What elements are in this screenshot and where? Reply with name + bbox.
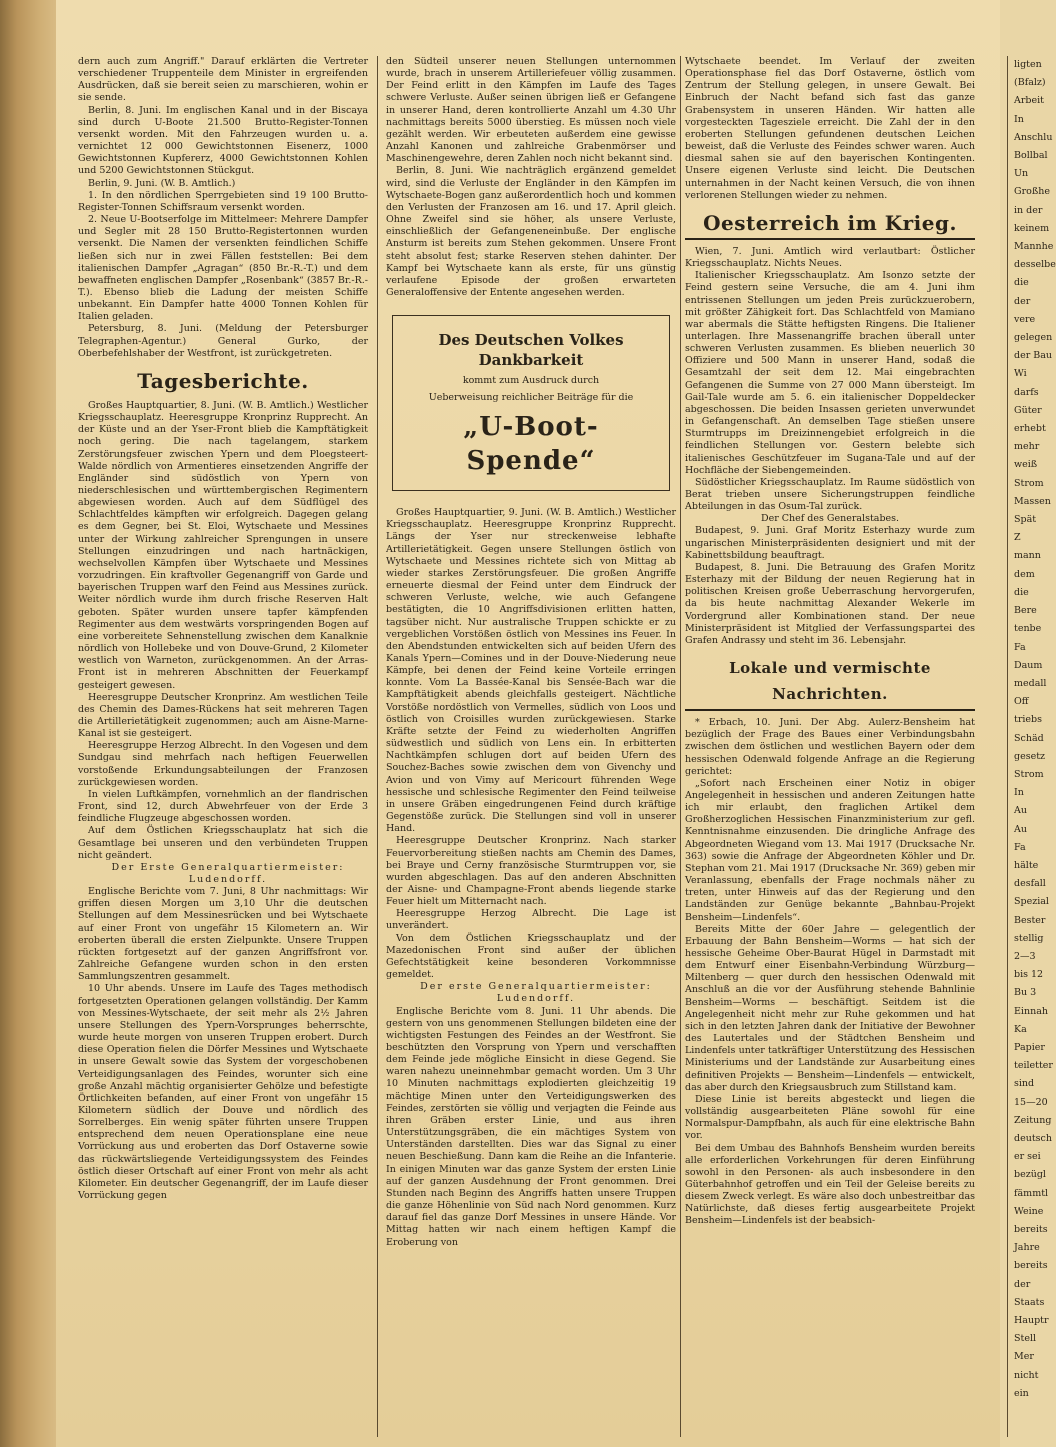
- signature-title: Der erste Generalquartiermeister:: [420, 981, 652, 993]
- fragment-line: medall: [1014, 677, 1047, 689]
- heading-austria: Oesterreich im Krieg.: [685, 210, 975, 240]
- signature-title: Der Chef des Generalstabes.: [760, 513, 900, 525]
- paragraph: Englische Berichte vom 8. Juni. 11 Uhr abends. Die gestern von uns genommenen Stellungen bildeten eine der wichtigsten Festungen des Feindes an der Westfront. Sie beschützten den Vorsprung von Ypern und verschafften dem Feinde jede mögliche Einsicht in diese Gegend. Sie waren nahezu uneinnehmbar gemacht worden. Um 3 Uhr 10 Minuten nachmittags explodierten gleichzeitig 19 mächtige Minen unter den Verteidigungswerken des Feindes, zerstörten sie völlig und verjagten die Feinde aus ihren Gräben erster Linie, und aus ihren Unterstützungsgräben, die ein mächtiges System von Unterständen darstellten. Dies war das Signal zu einer neuen Beschießung. Dann kam die Reihe an die Infanterie. In einigen Minuten war das ganze System der ersten Linie auf der ganzen Ausdehnung der Front genommen. Drei Stunden nach Beginn des Angriffs hatten unsere Truppen die ganze Höhenlinie von Süd nach Nord genommen. Kurz darauf fiel das ganze Dorf Messines in unsere Hände. Vor Mittag hatten wir nach einem heftigen Kampf die Eroberung von: [386, 1005, 676, 1248]
- ad-subline-2: Ueberweisung reichlicher Beiträge für die: [428, 392, 634, 404]
- column-3: [685, 56, 975, 1437]
- fragment-line: tenbe: [1014, 623, 1042, 635]
- fragment-line: Bu 3: [1014, 987, 1037, 999]
- column-2: [386, 56, 676, 1437]
- fragment-line: bis 12: [1014, 969, 1044, 981]
- paragraph: Wytschaete beendet. Im Verlauf der zweiten Operationsphase fiel das Dorf Ostaverne, östlich vom Zentrum der Stellung gelegen, in unsere Gewalt. Bei Einbruch der Nacht befand sich fast das ganze Grabensystem in unseren Händen. Wir hatten alle vorgesteckten Tagesziele erreicht. Die Zahl der in den eroberten Stellungen gefundenen deutschen Leichen beweist, daß die Verluste des Feindes schwer waren. Auch diesmal sahen sie auf den bayerischen Kontingenten. Unsere eigenen Verluste sind leicht. Die Deutschen unternahmen in der Nacht keinen Versuch, die von ihnen verlorenen Stellungen wieder zu nehmen.: [685, 56, 975, 201]
- fragment-line: Mannhe: [1014, 241, 1054, 253]
- fragment-line: Einnah: [1014, 1005, 1048, 1017]
- fragment-line: der: [1014, 1278, 1031, 1290]
- fragment-line: In: [1014, 113, 1024, 125]
- paragraph: Berlin, 8. Juni. Im englischen Kanal und in der Biscaya sind durch U-Boote 21.500 Brutto-Register-Tonnen versenkt worden. Mit den Fahrzeugen wurden u. a. vernichtet 12 000 Gewichtstonnen Eisenerz, 1000 Gewichtstonnen Kupfererz, 4000 Gewichtstonnen Kohlen und 5200 Gewichtstonnen Stückgut.: [78, 104, 368, 177]
- fragment-line: teiletter: [1014, 1060, 1053, 1072]
- fragment-line: keinem: [1014, 222, 1050, 234]
- fragment-line: Arbeit: [1014, 95, 1044, 107]
- fragment-line: Jahre: [1014, 1242, 1040, 1254]
- fragment-line: darfs: [1014, 386, 1039, 398]
- fragment-line: mehr: [1014, 441, 1040, 453]
- fragment-line: 2—3: [1014, 950, 1036, 962]
- fragment-line: in der: [1014, 204, 1043, 216]
- paragraph: Berlin, 9. Juni. (W. B. Amtlich.): [88, 177, 236, 189]
- signature-name: Ludendorff.: [496, 993, 576, 1005]
- fragment-line: deutsch: [1014, 1132, 1052, 1144]
- fragment-line: Strom: [1014, 768, 1044, 780]
- paragraph: 1. In den nördlichen Sperrgebieten sind 19 100 Brutto-Register-Tonnen Schiffsraum versenkt worden.: [78, 189, 368, 213]
- column-rule: [377, 56, 378, 1437]
- fragment-line: Bere: [1014, 605, 1037, 617]
- column-rule: [680, 56, 681, 1437]
- fragment-line: bereits: [1014, 1260, 1048, 1272]
- fragment-line: 15—20: [1014, 1096, 1048, 1108]
- paragraph: Heeresgruppe Herzog Albrecht. Die Lage ist unverändert.: [386, 908, 676, 932]
- fragment-line: Massen: [1014, 495, 1051, 507]
- paragraph: Heeresgruppe Deutscher Kronprinz. Nach starker Feuervorbereitung stießen nachts am Chemin des Dames, bei Braye und Cerny französische Sturmtruppen vor, sie wurden abgeschlagen. Das auf den anderen Abschnitten der Aisne- und Champagne-Front abends liegende starke Feuer hielt um Mitternacht nach.: [386, 835, 676, 908]
- fragment-line: Staats: [1014, 1296, 1045, 1308]
- fragment-line: Fa: [1014, 841, 1026, 853]
- section-heading: [685, 210, 975, 240]
- paragraph: Berlin, 8. Juni. Wie nachträglich ergänzend gemeldet wird, sind die Verluste der Engländer in den Kämpfen im Wytschaete-Bogen ganz außerordentlich hoch und kommen den Verlusten der Franzosen am 16. und 17. April gleich. Ohne Zweifel sind sie höher, als unsere Verluste, einschließlich der Gefangeneneinbuße. Der englische Ansturm ist bereits zum Stehen gekommen. Unsere Front steht absolut fest; starke Reserven stehen dahinter. Der Kampf bei Wytschaete kann als erste, für uns günstig verlaufene Episode der großen erwarteten Generaloffensive der Entente angesehen werden.: [386, 165, 676, 298]
- fragment-line: Hauptr: [1014, 1315, 1049, 1327]
- fragment-line: Papier: [1014, 1041, 1045, 1053]
- signature-title: Der Erste Generalquartiermeister:: [111, 861, 345, 873]
- paragraph: Englische Berichte vom 7. Juni, 8 Uhr nachmittags: Wir griffen diesen Morgen um 3,10 Uhr die deutschen Stellungen auf dem Messinesrücken und bei Wytschaete auf einer Front von ungefähr 15 Kilometern an. Wir eroberten überall die ersten Zielpunkte. Unsere Truppen rückten fortgesetzt auf der ganzen Angriffsfront vor. Zahlreiche Gefangene wurden schon in den ersten Sammlungszentren gesammelt.: [78, 886, 368, 983]
- paragraph: In vielen Luftkämpfen, vornehmlich an der flandrischen Front, sind 12, durch Abwehrfeuer von der Erde 3 feindliche Flugzeuge abgeschossen worden.: [78, 788, 368, 825]
- fragment-line: Fa: [1014, 641, 1026, 653]
- fragment-line: Daum: [1014, 659, 1043, 671]
- fragment-line: er sei: [1014, 1151, 1041, 1163]
- fragment-line: stellig: [1014, 932, 1044, 944]
- column-rule: [1007, 56, 1008, 1437]
- paragraph: Südöstlicher Kriegsschauplatz. Im Raume südöstlich von Berat trieben unsere Sicherungstruppen feindliche Abteilungen in das Osum-Tal zurück.: [685, 476, 975, 513]
- book-binding-edge: [0, 0, 56, 1447]
- fragment-line: Zeitung: [1014, 1114, 1052, 1126]
- fragment-line: Au: [1014, 805, 1027, 817]
- fragment-line: nicht: [1014, 1369, 1039, 1381]
- fragment-line: fämmtl: [1014, 1187, 1049, 1199]
- fragment-line: Strom: [1014, 477, 1044, 489]
- fragment-line: ein: [1014, 1387, 1029, 1399]
- paragraph: * Erbach, 10. Juni. Der Abg. Aulerz-Bensheim hat bezüglich der Frage des Baues einer Verbindungsbahn zwischen dem östlichen und westlichen Bayern oder dem hessischen Odenwald folgende Anfrage an die Regierung gerichtet:: [685, 717, 975, 777]
- ad-headline-line-1: Des Deutschen Volkes: [438, 331, 624, 350]
- paragraph: dern auch zum Angriff." Darauf erklärten die Vertreter verschiedener Truppenteile dem Minister in ergreifenden Ausdrücken, daß sie bereit seien zu marschieren, wohin er sie sende.: [78, 56, 368, 104]
- fragment-line: desselbe: [1014, 259, 1056, 271]
- paragraph: 2. Neue U-Bootserfolge im Mittelmeer: Mehrere Dampfer und Segler mit 28 150 Brutto-Registertonnen wurden versenkt. Die Namen der versenkten feindlichen Schiffe ließen sich nur in zwei Fällen feststellen: Bei dem italienischen Dampfer „Agragan“ (850 Br.-R.-T.) und dem bewaffneten englischen Dampfer „Rosenbank“ (3857 Br.-R.-T.). Ebenso blieb die Ladung der meisten Schiffe unbekannt. Ein Dampfer hatte 4000 Tonnen Kohlen für Italien geladen.: [78, 214, 368, 323]
- paragraph: den Südteil unserer neuen Stellungen unternommen wurde, brach in unserem Artilleriefeuer völlig zusammen. Der Feind erlitt in den Kämpfen im Laufe des Tages schwere Verluste. Außer seinen übrigen ließ er Gefangene in unserer Hand, deren kontrollierte Anzahl um 4.30 Uhr nachmittags bereits 5000 überstieg. Es müssen noch viele gezählt werden. Wir erbeuteten außerdem eine gewisse Anzahl Kanonen und zahlreiche Grabenmörser und Maschinengewehre, deren Zahlen noch nicht bekannt sind.: [386, 56, 676, 165]
- fragment-line: die: [1014, 277, 1029, 289]
- fragment-line: Wi: [1014, 368, 1027, 380]
- paragraph: Petersburg, 8. Juni. (Meldung der Petersburger Telegraphen-Agentur.) General Gurko, der Oberbefehlshaber der Westfront, ist zurückgetreten.: [78, 323, 368, 359]
- fragment-line: hälte: [1014, 859, 1039, 871]
- ad-title: „U-Boot-Spende“: [463, 412, 599, 477]
- paragraph: Großes Hauptquartier, 8. Juni. (W. B. Amtlich.) Westlicher Kriegsschauplatz. Heeresgruppe Kronprinz Rupprecht. An der Küste und an der Yser-Front blieb die Kampftätigkeit noch gering. Die nach tagelangem, starkem Zerstörungsfeuer zwischen Ypern und dem Ploegsteert-Walde nördlich von Armentieres einsetzenden Angriffe der Engländer sind südöstlich von Ypern von niederschlesischen und württembergischen Regimentern abgewiesen worden. Auch auf dem Südflügel des Schlachtfeldes kämpften wir erfolgreich. Dagegen gelang es dem Gegner, bei St. Eloi, Wytschaete und Messines unter der Wirkung zahlreicher Sprengungen in unsere Stellungen einzudringen und nach hartnäckigen, wechselvollen Kämpfen über Wytschaete und Messines vorzudringen. Ein kraftvoller Gegenangriff von Garde und bayerischen Truppen warf den Feind aus Messines zurück. Weiter nördlich wurde ihm durch frische Reserven Halt geboten. Später wurden unsere tapfer kämpfenden Regimenter aus dem westwärts vorspringenden Bogen auf eine vorbereitete Sehnenstellung zwischen dem Kanalknie nördlich von Hollebeke und von Douve-Grund, 2 Kilometer westlich von Warneton, zurückgenommen. An der Arras-Front ist in mehreren Abschnitten der Feuerkampf gesteigert gewesen.: [78, 399, 368, 691]
- fragment-line: der Bau: [1014, 350, 1053, 362]
- fragment-line: bereits: [1014, 1224, 1048, 1235]
- signature-name: Ludendorff.: [188, 874, 268, 885]
- fragment-line: triebs: [1014, 714, 1042, 726]
- fragment-line: Off: [1014, 696, 1029, 708]
- section-heading: [685, 655, 975, 711]
- fragment-line: erhebt: [1014, 423, 1046, 435]
- fragment-line: Un: [1014, 168, 1029, 180]
- fragment-line: sind: [1014, 1078, 1035, 1090]
- paragraph: 10 Uhr abends. Unsere im Laufe des Tages methodisch fortgesetzten Operationen gelangen vollständig. Der Kamm von Messines-Wytschaete, der seit mehr als 2½ Jahren unsere Stellungen des Ypern-Vorsprunges beherrschte, wurde heute morgen von unseren Truppen erobert. Durch diese Operation fielen die Dörfer Messines und Wytschaete in unsere Gewalt sowie das System der vorgeschobenen Verteidigungsanlagen des Feindes, worunter sich eine große Anzahl mächtig organisierter Gehölze und befestigte Örtlichkeiten befanden, auf einer Front von ungefähr 15 Kilometern südlich der Douve und nördlich des Sorrelberges. Ein wenig später führten unsere Truppen entsprechend dem neuen Operationsplane eine neue Vorrückung aus und eroberten das Dorf Ostaverne sowie das rückwärtsliegende Verteidigungssystem des Feindes östlich dieser Ortschaft auf einer Front von mehr als acht Kilometer. Ein deutscher Gegenangriff, der im Laufe dieser Vorrückung gegen: [78, 983, 368, 1202]
- column-1: [78, 56, 368, 1437]
- ad-headline-line-2: Dankbarkeit: [478, 351, 584, 370]
- fragment-line: gesetz: [1014, 750, 1046, 762]
- fragment-line: Z: [1014, 532, 1021, 544]
- fragment-line: Bester: [1014, 914, 1046, 926]
- fragment-line: die: [1014, 586, 1029, 598]
- paragraph: Wien, 7. Juni. Amtlich wird verlautbart: Östlicher Kriegsschauplatz. Nichts Neues.: [685, 245, 975, 270]
- column-4-fragment: [1014, 56, 1056, 1437]
- paragraph: Budapest, 8. Juni. Die Betrauung des Grafen Moritz Esterhazy mit der Bildung der neuen Regierung hat in politischen Kreisen große Ueberraschung hervorgerufen, da bis heute nachmittag Alexander Wekerle im Vordergrund aller Kombinationen stand. Der neue Ministerpräsident ist Mitglied der Verfassungspartei des Grafen Andrassy und steht im 36. Lebensjahr.: [685, 561, 975, 646]
- paragraph: Bereits Mitte der 60er Jahre — gelegentlich der Erbauung der Bahn Bensheim—Worms — hat sich der hessische Geheime Ober-Baurat Hügel in Darmstadt mit dem Entwurf einer Eisenbahn-Verbindung Würzburg—Miltenberg — quer durch den hessischen Odenwald mit Anschluß an die vor der Ausführung stehende Bahnlinie Bensheim—Worms — beschäftigt. Seitdem ist die Angelegenheit nicht mehr zur Ruhe gekommen und hat sich in den letzten Jahren dank der Initiative der Bewohner des Lautertales und der Städtchen Bensheim und Lindenfels unter tatkräftiger Unterstützung des Hessischen Ministeriums und der Landstände zur Ausarbeitung eines definitiven Projekts — Bensheim—Lindenfels — entwickelt, das aber durch den Kriegsausbruch zum Stillstand kam.: [685, 923, 975, 1093]
- fragment-line: Großhe: [1014, 186, 1050, 198]
- fragment-line: (Bfalz): [1014, 77, 1046, 89]
- fragment-line: der: [1014, 295, 1031, 307]
- fragment-line: mann: [1014, 550, 1041, 562]
- fragment-line: Au: [1014, 823, 1027, 835]
- paragraph: Von dem Östlichen Kriegsschauplatz und der Mazedonischen Front sind außer der üblichen Gefechtstätigkeit keine besonderen Vorkommnisse gemeldet.: [386, 932, 676, 981]
- fragment-line: desfall: [1014, 878, 1046, 890]
- u-boot-spende-advertisement: [392, 315, 670, 491]
- fragment-line: Güter: [1014, 404, 1042, 416]
- fragment-line: Anschlu: [1014, 131, 1053, 143]
- heading-local-news: Lokale und vermischte Nachrichten.: [685, 655, 975, 711]
- fragment-line: Spät: [1014, 514, 1037, 526]
- fragment-line: Ka: [1014, 1023, 1027, 1035]
- fragment-line: In: [1014, 787, 1024, 799]
- paragraph: Großes Hauptquartier, 9. Juni. (W. B. Amtlich.) Westlicher Kriegsschauplatz. Heeresgruppe Kronprinz Rupprecht. Längs der Yser nur streckenweise lebhafte Artillerietätigkeit. Gegen unsere Stellungen östlich von Wytschaete und Messines richtete sich von Mittag ab wieder starkes Zerstörungsfeuer. Die großen Angriffe erneuerte diesmal der Feind unter dem Eindruck der schweren Verluste, welche, wie auch Gefangene bestätigten, die 10 Angriffsdivisionen erlitten hatten, tagsüber nicht. Nur australische Truppen schickte er zu vergeblichen Vorstößen östlich von Messines ins Feuer. In den Abendstunden entwickelten sich auf beiden Ufern des Kanals Ypern—Comines und in der Douve-Niederung neue Kämpfe, bei denen der Feind keine Vorteile erringen konnte. Vom La Bassée-Kanal bis Sensée-Bach war die Kampftätigkeit abends gleichfalls gesteigert. Nächtliche Vorstöße nordöstlich von Vermelles, südlich von Loos und östlich von Croisilles wurden zurückgewiesen. Starke Kräfte setzte der Feind zu wiederholten Angriffen südwestlich und südlich von Lens ein. In erbitterten Nachtkämpfen schlugen dort auf beiden Ufern des Souchez-Baches sowie zwischen dem von Givenchy und Avion und von Vimy auf Mericourt führenden Wege hessische und schlesische Regimenter den Feind teilweise in unsere Gräben eingedrungenen Feind durch kräftige Gegenstöße zurück. Die Stellungen sind voll in unserer Hand.: [386, 507, 676, 835]
- paragraph: Heeresgruppe Deutscher Kronprinz. Am westlichen Teile des Chemin des Dames-Rückens hat seit mehreren Tagen die Artillerietätigkeit zugenommen; auch am Aisne-Marne-Kanal ist sie gesteigert.: [78, 691, 368, 740]
- fragment-line: dem: [1014, 568, 1035, 580]
- paragraph: Heeresgruppe Herzog Albrecht. In den Vogesen und dem Sundgau sind mehrfach nach heftigen Feuerwellen vorstoßende Erkundungsabteilungen der Franzosen zurückgewiesen worden.: [78, 740, 368, 788]
- paragraph: Italienischer Kriegsschauplatz. Am Isonzo setzte der Feind gestern seine Versuche, die am 4. Juni ihm entrissenen Stellungen um jeden Preis zurückzuerobern, mit größter Zähigkeit fort. Das Schlachtfeld von Mamiano war abermals die Stätte heftigsten Ringens. Die Italiener unterlagen. Ihre Massenangriffe brachen überall unter schweren Verlusten zusammen. Es blieben neuerlich 30 Offiziere und 500 Mann in unserer Hand, sodaß die Gesamtzahl der seit dem 12. Mai eingebrachten Gefangenen die Summe von 27 000 Mann übersteigt. Im Gail-Tale wurde am 5. 6. ein italienischer Doppeldecker abgeschossen. Die beiden Insassen gerieten unverwundet in Gefangenschaft. An demselben Tage stießen unsere Sturmtrupps im Dreizinnengebiet erfolgreich in die feindlichen Stellungen vor. Gestern belebte sich italienisches Geschützfeuer im Sugana-Tale und auf der Hochfläche der Siebengemeinden.: [685, 270, 975, 476]
- fragment-line: Bollbal: [1014, 150, 1048, 162]
- paragraph: Bei dem Umbau des Bahnhofs Bensheim wurden bereits alle erforderlichen Vorkehrungen für deren Einführung sowohl in den Personen- als auch insbesondere in den Güterbahnhof getroffen und ein Teil der Geleise bereits zu diesem Zweck verlegt. Es wäre also doch unbestreitbar das Natürlichste, daß dieses fertig ausgearbeitete Projekt Bensheim—Lindenfels ist der beabsich-: [685, 1142, 975, 1227]
- fragment-line: weiß: [1014, 459, 1038, 471]
- fragment-line: Stell: [1014, 1333, 1037, 1345]
- paragraph: Diese Linie ist bereits abgesteckt und liegen die vollständig ausgearbeiteten Pläne sowohl für eine Normalspur-Dampfbahn, als auch für eine elektrische Bahn vor.: [685, 1093, 975, 1142]
- fragment-line: ligten: [1014, 59, 1042, 70]
- paragraph: Auf dem Östlichen Kriegsschauplatz hat sich die Gesamtlage bei unseren und den verbündeten Truppen nicht geändert.: [78, 825, 368, 861]
- fragment-line: Schäd: [1014, 732, 1044, 744]
- section-heading: Tagesberichte.: [137, 368, 309, 393]
- fragment-line: gelegen: [1014, 332, 1053, 344]
- newspaper-page: [56, 0, 1056, 1447]
- paragraph: „Sofort nach Erscheinen einer Notiz in obiger Angelegenheit in hessischen und anderen Zeitungen hatte ich mir erlaubt, den fraglichen Artikel dem Großherzoglichen Hessischen Finanzministerium zur gefl. Kenntnisnahme einzusenden. Die dringliche Anfrage des Abgeordneten Wiegand vom 13. Mai 1917 (Drucksache Nr. 363) sowie die Anfrage der Abgeordneten Köhler und Dr. Stephan vom 21. Mai 1917 (Drucksache Nr. 369) geben mir Veranlassung, ebenfalls der Frage nochmals näher zu treten, unter Hinweis auf das der Regierung und den Landständen zur Genüge bekannte „Bahnbau-Projekt Bensheim—Lindenfels“.: [685, 777, 975, 923]
- fragment-line: Spezial: [1014, 896, 1049, 908]
- fragment-line: vere: [1014, 313, 1036, 325]
- fragment-line: Weine: [1014, 1205, 1044, 1217]
- fragment-line: bezügl: [1014, 1169, 1046, 1181]
- fragment-line: Mer: [1014, 1351, 1034, 1363]
- paragraph: Budapest, 9. Juni. Graf Moritz Esterhazy wurde zum ungarischen Ministerpräsidenten designiert und mit der Kabinettsbildung beauftragt.: [685, 525, 975, 561]
- ad-subline-1: kommt zum Ausdruck durch: [462, 375, 600, 387]
